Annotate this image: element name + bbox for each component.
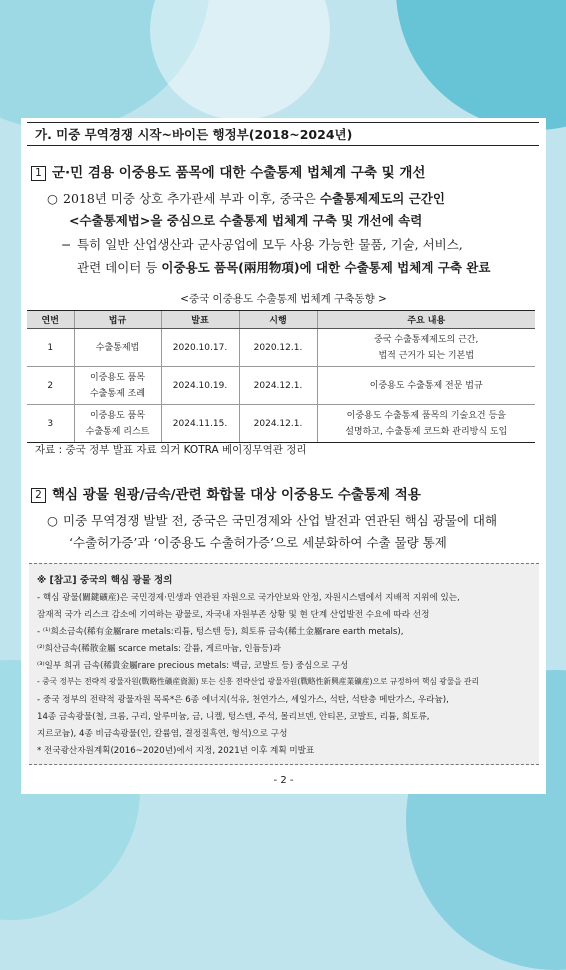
circle-bullet: ○ [47, 513, 58, 528]
table-row [27, 405, 535, 443]
export-control-table [27, 310, 535, 443]
reference-line: ⁽²⁾희산금속(稀散金屬 scarce metals: 갈륨, 게르마늄, 인듐등)과 [37, 644, 281, 654]
table-row [27, 367, 535, 405]
table-caption: <중국 이중용도 수출통제 법체계 구축동향 > [180, 293, 387, 305]
table-cell: 이중용도 수출통제 품목의 기술요건 등을 설명하고, 수출통제 코드화 관리방식 도입 [317, 405, 535, 443]
table-cell: 2020.12.1. [239, 329, 317, 367]
column-header: 법규 [74, 311, 161, 329]
background-decoration [150, 0, 330, 120]
table-cell: 2024.10.19. [161, 367, 239, 405]
reference-title: ※ [참고] 중국의 핵심 광물 정의 [37, 575, 173, 586]
table-header-row [27, 311, 535, 329]
reference-line: - 핵심 광물(關鍵礦産)은 국민경제·민생과 연관된 자원으로 국가안보와 안정, 자원시스템에서 지배적 지위에 있는, [37, 593, 460, 603]
paragraph-2-line-2: ‘수출허가증’과 ‘이중용도 수출허가증’으로 세분화하여 수출 물량 통제 [69, 535, 447, 550]
dash-item-1-line-2: 관련 데이터 등 이중용도 품목(兩用物項)에 대한 수출통제 법체계 구축 완료 [77, 260, 491, 275]
table-cell: 1 [27, 329, 74, 367]
paragraph-2-line-1: ○ 미중 무역경쟁 발발 전, 중국은 국민경제와 산업 발전과 연관된 핵심 광물에 대해 [47, 513, 498, 528]
heading-text: 핵심 광물 원광/금속/관련 화합물 대상 이중용도 수출통제 적용 [52, 487, 421, 503]
table-cell: 2 [27, 367, 74, 405]
table-cell: 수출통제법 [74, 329, 161, 367]
circle-bullet: ○ [47, 191, 58, 206]
heading-number-box: 1 [31, 166, 46, 181]
reference-line: 지르코늄), 4종 비금속광물(인, 칼륨염, 결정질흑연, 형석)으로 구성 [37, 729, 288, 739]
table-cell: 이중용도 품목 수출통제 리스트 [74, 405, 161, 443]
heading-2 [31, 483, 421, 503]
column-header: 주요 내용 [317, 311, 535, 329]
table-row [27, 329, 535, 367]
table-cell: 2024.12.1. [239, 405, 317, 443]
heading-text: 군·민 겸용 이중용도 품목에 대한 수출통제 법체계 구축 및 개선 [52, 165, 426, 181]
reference-line: - 중국 정부는 전략적 광물자원(戰略性礦産資源) 또는 신흥 전략산업 광물자원(戰略性新興産業礦産)으로 규정하여 핵심 광물을 관리 [37, 677, 479, 686]
table-cell: 2024.11.15. [161, 405, 239, 443]
column-header: 연번 [27, 311, 74, 329]
table-cell: 중국 수출통제제도의 근간, 법적 근거가 되는 기본법 [317, 329, 535, 367]
table-cell: 2024.12.1. [239, 367, 317, 405]
page-number: - 2 - [273, 775, 294, 786]
dash-item-1-line-1: − 특히 일반 산업생산과 군사공업에 모두 사용 가능한 물품, 기술, 서비스, [61, 237, 463, 252]
heading-number-box: 2 [31, 488, 46, 503]
reference-footnote: * 전국광산자원계획(2016~2020년)에서 지정, 2021년 이후 계획 미발표 [37, 746, 315, 756]
section-title: 가. 미중 무역경쟁 시작~바이든 행정부(2018~2024년) [27, 122, 539, 146]
dash-bullet: − [61, 237, 72, 252]
column-header: 시행 [239, 311, 317, 329]
reference-line: 잠재적 국가 리스크 감소에 기여하는 광물로, 자국내 자원부존 상황 및 현 단계 산업발전 수요에 따라 선정 [37, 610, 430, 620]
table-source: 자료 : 중국 정부 발표 자료 의거 KOTRA 베이징무역관 정리 [35, 444, 307, 456]
paragraph-1-line-1: ○ 2018년 미중 상호 추가관세 부과 이후, 중국은 수출통제제도의 근간인 [47, 191, 445, 206]
background-decoration [396, 0, 566, 130]
reference-line: 14종 금속광물(철, 크롬, 구리, 알루미늄, 금, 니켈, 텅스텐, 주석, 몰리브덴, 안티몬, 코발트, 리튬, 희토류, [37, 712, 430, 722]
document-page [21, 118, 546, 794]
table-cell: 이중용도 수출통제 전문 법규 [317, 367, 535, 405]
reference-box [29, 563, 539, 765]
column-header: 발표 [161, 311, 239, 329]
heading-1 [31, 161, 425, 181]
table-cell: 3 [27, 405, 74, 443]
reference-line: - 중국 정부의 전략적 광물자원 목록*은 6종 에너지(석유, 천연가스, 셰일가스, 석탄, 석탄층 메탄가스, 우라늄), [37, 695, 449, 705]
table-cell: 이중용도 품목 수출통제 조례 [74, 367, 161, 405]
reference-line: ⁽³⁾일부 희귀 금속(稀貴金屬rare precious metals: 백금, 코발트 등) 중심으로 구성 [37, 661, 349, 671]
table-cell: 2020.10.17. [161, 329, 239, 367]
paragraph-1-line-2: <수출통제법>을 중심으로 수출통제 법체계 구축 및 개선에 속력 [69, 213, 423, 228]
reference-line: - ⁽¹⁾희소금속(稀有金屬rare metals:리튬, 텅스텐 등), 희토류 금속(稀土金屬rare earth metals), [37, 627, 404, 637]
